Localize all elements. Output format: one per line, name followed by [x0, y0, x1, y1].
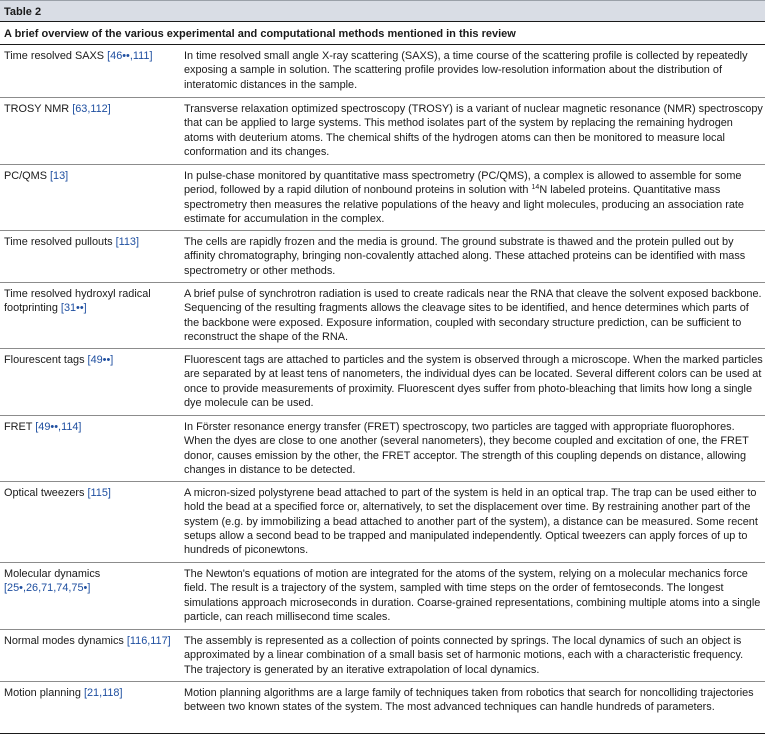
description-text: A brief pulse of synchrotron radiation is used to create radicals near the RNA that cleave the solvent exposed backbone. Sequencing of the resulting fragments allows the cleavage sites to be identified, and hence determines which parts of the backbone were exposed. Exposure information, coupled with secondary structure prediction, can be sufficient to reconstruct the shape of the RNA. — [184, 288, 762, 343]
table-caption: A brief overview of the various experimental and computational methods mentioned in this review — [0, 22, 765, 45]
table-row — [0, 682, 765, 734]
description-cell — [180, 482, 765, 562]
method-cell — [0, 165, 180, 230]
method-cell — [0, 231, 180, 282]
method-cell — [0, 283, 180, 348]
methods-table — [0, 45, 765, 734]
method-name: Optical tweezers — [4, 487, 85, 499]
reference-link[interactable]: [63,112] — [72, 103, 111, 115]
table-row — [0, 98, 765, 165]
reference-link[interactable]: [13] — [50, 170, 69, 182]
description-cell — [180, 165, 765, 230]
description-text: The Newton's equations of motion are integrated for the atoms of the system, relying on a molecular mechanics force field. The result is a trajectory of the system, sampled with time steps on the order of femtoseconds. The longest simulations approach microseconds in duration. Coarse-grained representations, combining multiple atoms into a single particle, can reach millisecond time scales. — [184, 568, 761, 623]
description-text: Fluorescent tags are attached to particles and the system is observed through a microscope. When the marked particles are separated by at least tens of nanometers, the individual dyes can be located. Several different colors can be used at once to provide measurements of proximity. Fluorescent dyes suffer from photo-bleaching that limits how long a single dye molecule can be used. — [184, 354, 763, 409]
method-cell — [0, 482, 180, 562]
description-text: The cells are rapidly frozen and the media is ground. The ground substrate is thawed and the protein pulled out by affinity chromatography, bringing non-covalently attached along. These attached proteins can be identified with mass spectrometry or other methods. — [184, 236, 746, 277]
description-cell — [180, 630, 765, 681]
method-cell — [0, 563, 180, 629]
table-row — [0, 45, 765, 98]
table-row — [0, 349, 765, 416]
method-name: Time resolved pullouts — [4, 236, 113, 248]
method-name: Molecular dynamics — [4, 568, 101, 580]
method-cell — [0, 630, 180, 681]
table-row — [0, 283, 765, 349]
table-row — [0, 563, 765, 630]
description-cell — [180, 98, 765, 164]
reference-link[interactable]: [31••] — [60, 302, 87, 315]
method-name: Motion planning — [4, 687, 81, 699]
description-cell — [180, 283, 765, 348]
reference-link[interactable]: [113] — [115, 236, 140, 248]
reference-link[interactable]: [21,118] — [83, 687, 123, 699]
table-row — [0, 482, 765, 563]
description-text — [184, 169, 763, 226]
description-cell — [180, 563, 765, 629]
method-name: TROSY NMR — [4, 103, 70, 115]
table-row — [0, 231, 765, 283]
description-text-end: N labeled proteins. Quantitative mass spectrometry then measures the relative populations of the heavy and light molecules, producing an association rate estimate for accumulation in the complex. — [184, 184, 744, 225]
description-text: In Förster resonance energy transfer (FRET) spectroscopy, two particles are tagged with appropriate fluorophores. When the dyes are close to one another (several nanometers), they become coupled and excitation of one, the FRET donor, causes emission by the other, the FRET acceptor. The strength of this coupling depends on distance, allowing changes in distance to be detected. — [184, 421, 749, 476]
reference-link[interactable]: [115] — [87, 487, 111, 499]
method-cell — [0, 349, 180, 415]
isotope-superscript: 14 — [531, 184, 540, 192]
description-text: Transverse relaxation optimized spectroscopy (TROSY) is a variant of nuclear magnetic resonance (NMR) spectroscopy that can be applied to large systems. This method isolates part of the system by replacing the remaining hydrogen atoms with deuterium atoms. The chemical shifts of the hydrogen atoms can then be monitored to measure local conformation and its changes. — [184, 103, 763, 158]
description-cell — [180, 416, 765, 481]
method-name: FRET — [4, 421, 33, 433]
description-text: In time resolved small angle X-ray scattering (SAXS), a time course of the scattering profile is collected by repeatedly exposing a sample in solution. The scattering profile provides low-resolution information about the distribution of interatomic distances in the sample. — [184, 50, 748, 91]
method-cell — [0, 45, 180, 97]
method-cell — [0, 98, 180, 164]
method-cell — [0, 682, 180, 733]
description-text: The assembly is represented as a collection of points connected by springs. The local dynamics of such an object is approximated by a linear combination of a small basis set of harmonic motions, each with a characteristic frequency. The trajectory is generated by an iterative extrapolation of local dynamics. — [184, 635, 744, 676]
description-cell — [180, 682, 765, 733]
reference-link[interactable]: [25•,26,71,74,75•] — [4, 582, 91, 595]
description-text: Motion planning algorithms are a large family of techniques taken from robotics that search for noncolliding trajectories between two known states of the system. The most advanced techniques can handle hundreds of parameters. — [184, 687, 754, 714]
method-cell — [0, 416, 180, 481]
description-cell — [180, 349, 765, 415]
table-label: Table 2 — [0, 0, 765, 22]
reference-link[interactable]: [49••] — [87, 354, 114, 366]
description-text: A micron-sized polystyrene bead attached to part of the system is held in an optical trap. The trap can be used either to hold the bead at a specified force or, alternatively, to set the displacement over time. By restraining another part of the system (e.g. by immobilizing a bead attached to another part of the system), a distance can be measured. Some recent setups allow a second bead to be trapped and manipulated independently. Optical tweezers can apply forces of up to hundreds of piconewtons. — [184, 487, 758, 557]
method-name: PC/QMS — [4, 170, 47, 182]
description-cell — [180, 231, 765, 282]
reference-link[interactable]: [116,117] — [126, 635, 171, 647]
method-name: Time resolved hydroxyl radical footprinting — [4, 288, 151, 315]
reference-link[interactable]: [46••,111] — [107, 50, 153, 62]
method-name: Time resolved SAXS — [4, 50, 105, 62]
method-name: Normal modes dynamics — [4, 635, 124, 647]
description-cell — [180, 45, 765, 97]
table-row — [0, 416, 765, 482]
description-text-start: In pulse-chase monitored by quantitative mass spectrometry (PC/QMS), a complex is allowed to assemble for some period, followed by a rapid dilution of nonbound proteins in solution with — [184, 170, 742, 197]
method-name: Flourescent tags — [4, 354, 85, 366]
table-row — [0, 165, 765, 231]
reference-link[interactable]: [49••,114] — [35, 421, 82, 433]
table-row — [0, 630, 765, 682]
